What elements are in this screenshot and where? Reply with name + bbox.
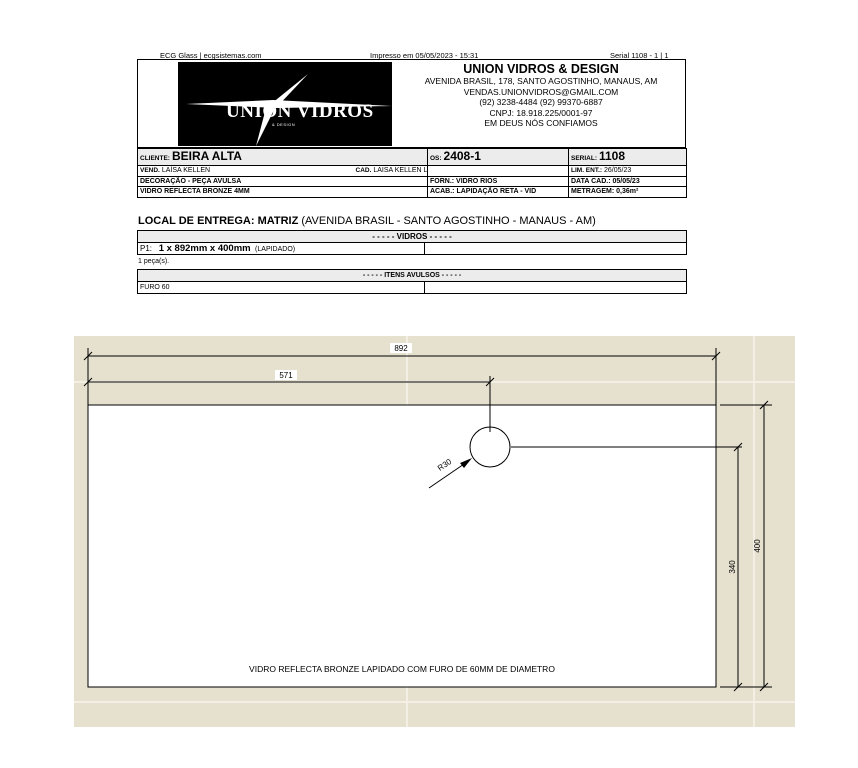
glass-piece-p1: P1: 1 x 892mm x 400mm (LAPIDADO) [138,243,425,255]
company-cnpj: CNPJ: 18.918.225/0001-97 [489,107,593,118]
height-dimension-label: 400 [753,539,762,553]
registered-by: LAISA KELLEN L [373,167,428,175]
company-phones: (92) 3238-4484 (92) 99370-6887 [479,97,603,107]
table-row [138,243,687,255]
seller-name: LAÍSA KELLEN [161,167,211,175]
os-cell: OS: 2408-1 [428,149,569,166]
document-header [137,59,686,148]
delivery-location [138,215,596,227]
delivery-label: LOCAL DE ENTREGA: MATRIZ [138,215,299,227]
company-email: VENDAS.UNIONVIDROS@GMAIL.COM [463,86,619,97]
company-info [396,62,686,129]
delivery-limit-date: 26/05/23 [604,167,632,175]
drawing-note: VIDRO REFLECTA BRONZE LAPIDADO COM FURO DE 60MM DE DIAMETRO [249,664,555,674]
company-motto: EM DEUS NÓS CONFIAMOS [484,118,598,128]
serial-number: 1108 [598,148,625,163]
drawing-canvas [74,336,795,727]
glass-piece-dimensions: 1 x 892mm x 400mm [158,243,251,254]
table-row [138,282,687,294]
technical-drawing [74,336,795,727]
hole-offset-dimension-label: 571 [279,371,293,380]
decoration-type: DECORAÇÃO - PEÇA AVULSA [138,176,428,187]
logo-text: UNION VIDROS [226,101,374,122]
delivery-limit-cell: LIM. ENT.: 26/05/23 [569,166,687,177]
item-hole: FURO 60 [138,282,425,294]
separate-items-table [137,269,687,294]
items-section-header: - - - - - ITENS AVULSOS - - - - - [138,270,687,282]
company-name: UNION VIDROS & DESIGN [463,62,619,76]
area-measure: METRAGEM: 0,36m² [569,187,687,198]
serial-page-indicator: Serial 1108 - 1 | 1 [610,51,669,60]
pieces-count: 1 peça(s). [138,258,170,265]
radius-label: R30 [435,457,454,473]
seller-cell: VEND. LAÍSA KELLEN CAD. LAISA KELLEN L [138,166,428,177]
os-number: 2408-1 [443,148,481,163]
order-info-table [137,148,687,198]
registration-date: DATA CAD.: 05/05/23 [569,176,687,187]
glasses-table [137,230,687,255]
print-timestamp: Impresso em 05/05/2023 - 15:31 [370,51,479,60]
glasses-section-header: - - - - - VIDROS - - - - - [138,231,687,243]
logo-subtext: & DESIGN [272,122,296,127]
client-name: BEIRA ALTA [171,148,242,163]
company-logo [178,62,392,146]
hole-height-dimension-label: 340 [728,560,737,574]
supplier: FORN.: VIDRO RIOS [428,176,569,187]
finishing: ACAB.: LAPIDAÇÃO RETA - VID [428,187,569,198]
company-address: AVENIDA BRASIL, 178, SANTO AGOSTINHO, MANAUS, AM [424,76,658,86]
width-dimension-label: 892 [394,344,408,353]
serial-cell: SERIAL: 1108 [569,149,687,166]
client-cell: CLIENTE: BEIRA ALTA [138,149,428,166]
system-footer-text: ECG Glass | ecgsistemas.com [160,51,262,60]
glass-type: VIDRO REFLECTA BRONZE 4MM [138,187,428,198]
delivery-address: (AVENIDA BRASIL - SANTO AGOSTINHO - MANAUS - AM) [301,215,596,227]
glass-piece-note: (LAPIDADO) [255,246,296,253]
